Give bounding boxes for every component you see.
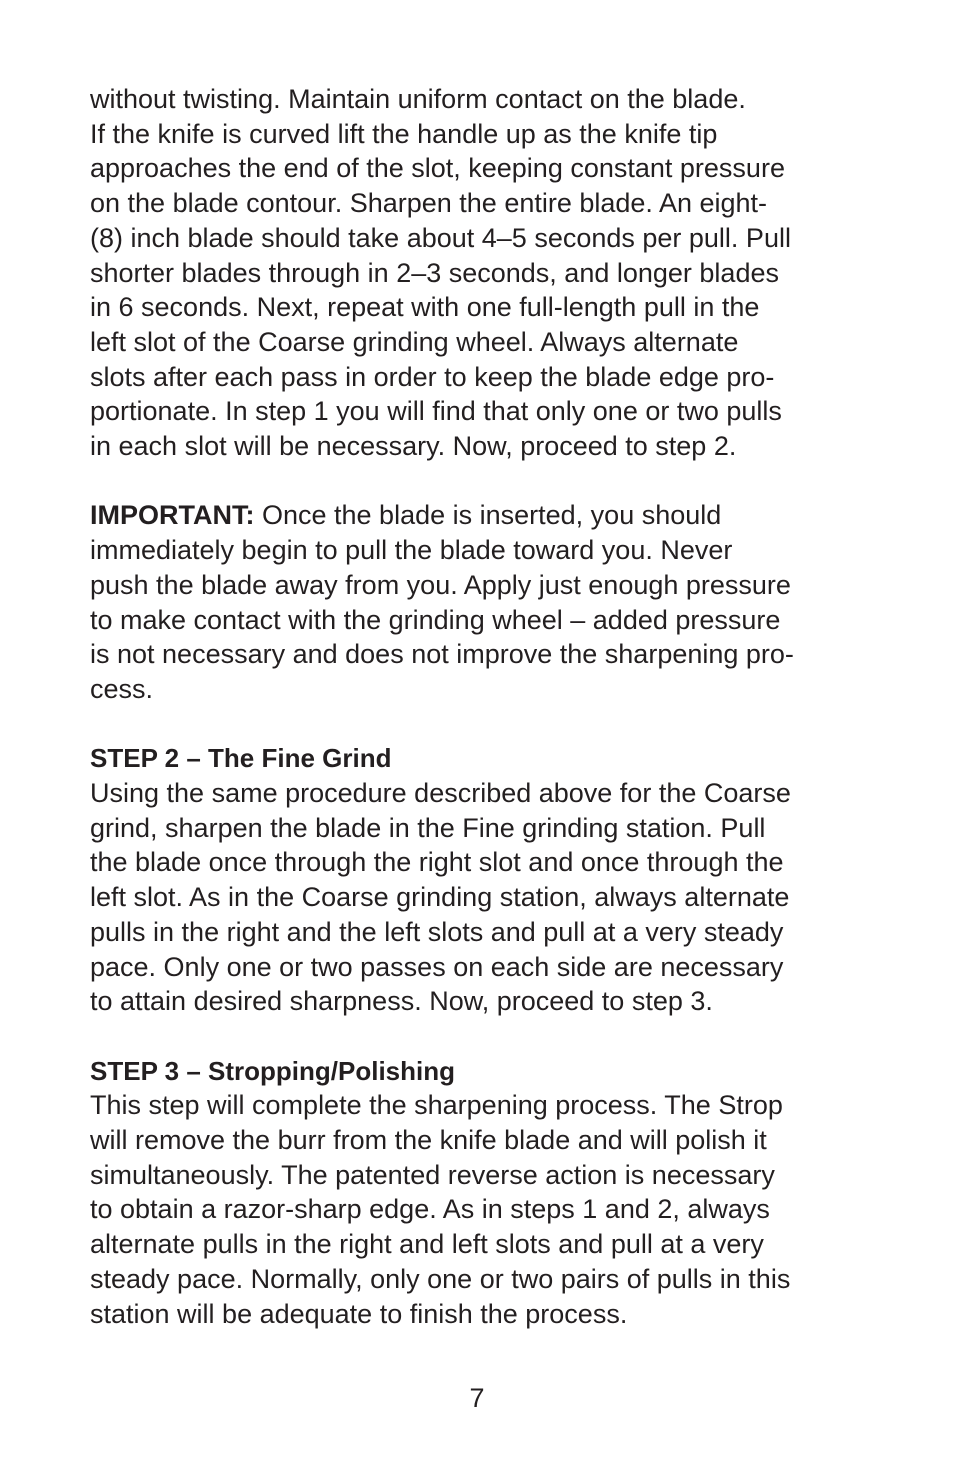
- text-line: left slot of the Coarse grinding wheel. Always alternate: [90, 326, 739, 357]
- important-label: IMPORTANT:: [90, 500, 255, 531]
- text-line: will remove the burr from the knife blade and will polish it: [90, 1125, 767, 1156]
- text-line: pulls in the right and the left slots and pull at a very steady: [90, 916, 784, 947]
- section-step-3: [90, 1054, 870, 1332]
- text-line: on the blade contour. Sharpen the entire blade. An eight-: [90, 188, 768, 219]
- text-line: steady pace. Normally, only one or two pairs of pulls in this: [90, 1263, 791, 1294]
- text-line: left slot. As in the Coarse grinding station, always alternate: [90, 882, 790, 913]
- paragraph-gap: [90, 464, 870, 499]
- page-body: [90, 82, 870, 1331]
- paragraph-gap: [90, 707, 870, 742]
- text-line: Using the same procedure described above for the Coarse: [90, 778, 791, 809]
- text-line: immediately begin to pull the blade toward you. Never: [90, 535, 733, 566]
- paragraph-gap: [90, 1019, 870, 1054]
- text-line: to obtain a razor-sharp edge. As in steps 1 and 2, always: [90, 1194, 770, 1225]
- text-line: This step will complete the sharpening process. The Strop: [90, 1090, 783, 1121]
- page-number: 7: [469, 1383, 485, 1413]
- text-line: the blade once through the right slot and once through the: [90, 847, 784, 878]
- important-first-line: Once the blade is inserted, you should: [254, 500, 722, 531]
- text-line: [90, 498, 870, 533]
- paragraph-blade-technique: [90, 82, 870, 464]
- text-line: shorter blades through in 2–3 seconds, and longer blades: [90, 257, 779, 288]
- text-line: to make contact with the grinding wheel – added pressure: [90, 604, 781, 635]
- text-line: slots after each pass in order to keep the blade edge pro-: [90, 361, 775, 392]
- text-line: simultaneously. The patented reverse action is necessary: [90, 1159, 775, 1190]
- text-line: alternate pulls in the right and left slots and pull at a very: [90, 1229, 764, 1260]
- text-line: If the knife is curved lift the handle up as the knife tip: [90, 118, 718, 149]
- text-line: without twisting. Maintain uniform contact on the blade.: [90, 84, 746, 114]
- text-line: to attain desired sharpness. Now, proceed to step 3.: [90, 986, 713, 1017]
- text-line: push the blade away from you. Apply just enough pressure: [90, 569, 791, 600]
- text-line: pace. Only one or two passes on each side are necessary: [90, 951, 784, 982]
- text-line: grind, sharpen the blade in the Fine grinding station. Pull: [90, 812, 766, 843]
- text-line: cess.: [90, 673, 154, 704]
- section-step-2: [90, 741, 870, 1019]
- text-line: station will be adequate to finish the process.: [90, 1298, 628, 1329]
- text-line: approaches the end of the slot, keeping constant pressure: [90, 153, 785, 184]
- step-2-heading: STEP 2 – The Fine Grind: [90, 743, 392, 774]
- text-line: is not necessary and does not improve the sharpening pro-: [90, 639, 794, 670]
- text-line: portionate. In step 1 you will find that only one or two pulls: [90, 396, 782, 427]
- text-line: in 6 seconds. Next, repeat with one full-length pull in the: [90, 292, 760, 323]
- text-line: in each slot will be necessary. Now, proceed to step 2.: [90, 431, 737, 462]
- paragraph-important: [90, 498, 870, 706]
- text-line: (8) inch blade should take about 4–5 seconds per pull. Pull: [90, 222, 791, 253]
- step-3-heading: STEP 3 – Stropping/Polishing: [90, 1055, 456, 1086]
